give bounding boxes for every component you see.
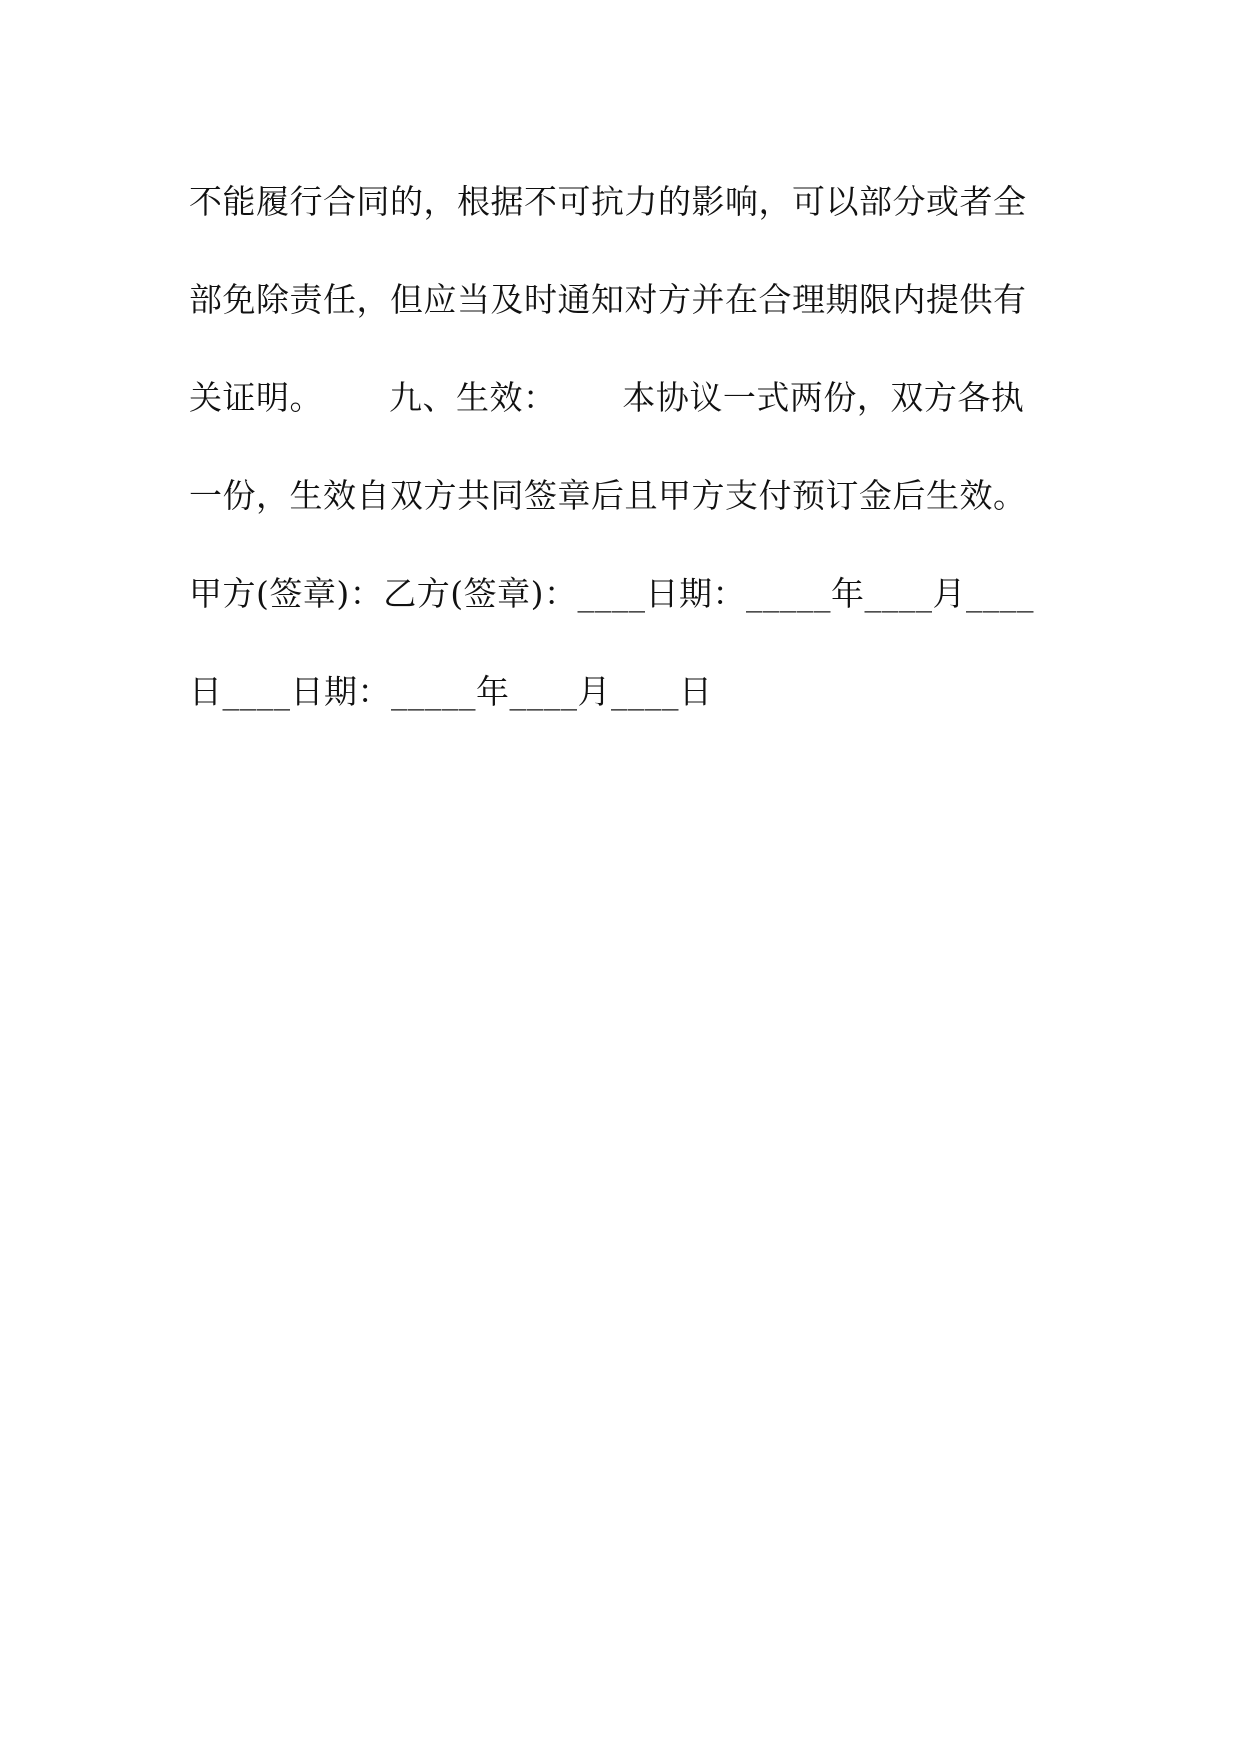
body-text-line: 不能履行合同的，根据不可抗力的影响，可以部分或者全 <box>189 182 1027 221</box>
body-text-line: 关证明。 九、生效： 本协议一式两份，双方各执 <box>189 378 1025 417</box>
signature-date-line: 日____日期：_____年____月____日 <box>189 672 713 711</box>
body-text-line: 一份，生效自双方共同签章后且甲方支付预订金后生效。 <box>189 476 1027 515</box>
signature-line: 甲方(签章)：乙方(签章)：____日期：_____年____月____ <box>189 574 1034 613</box>
body-text-line: 部免除责任，但应当及时通知对方并在合理期限内提供有 <box>189 280 1027 319</box>
